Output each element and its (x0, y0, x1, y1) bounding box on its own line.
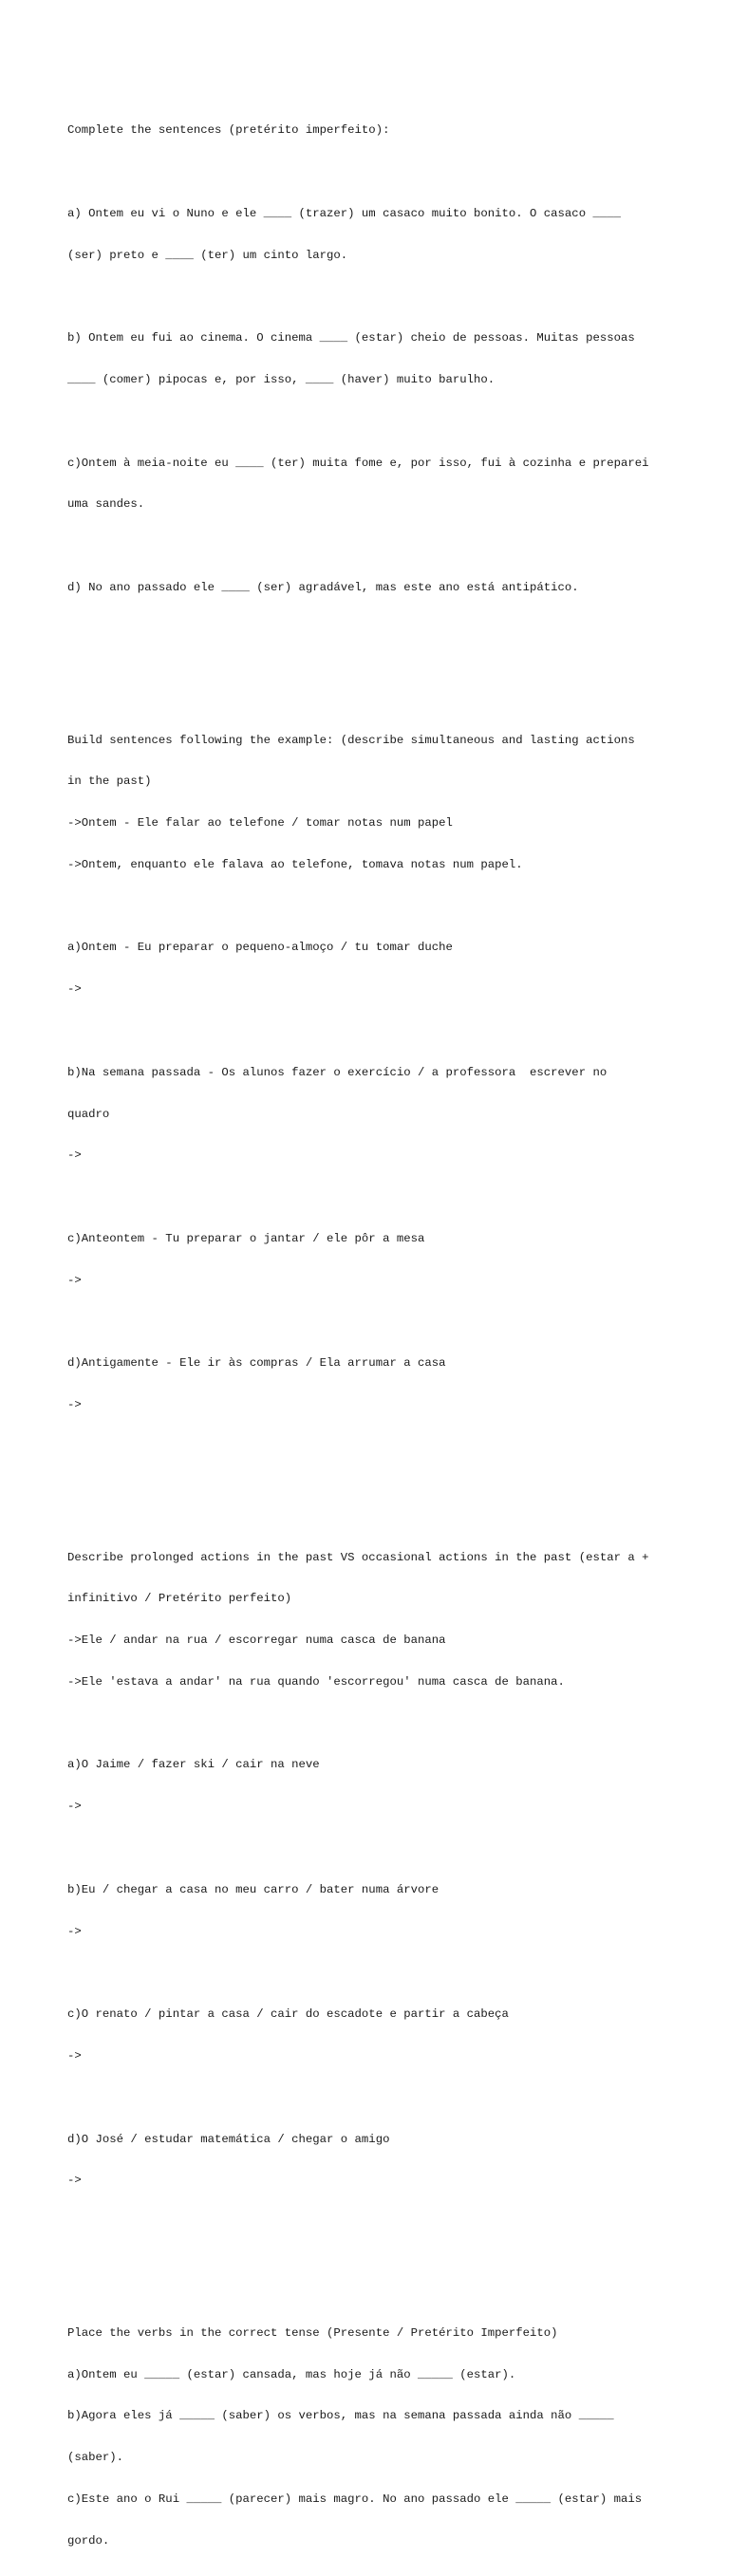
answer-line: -> (67, 1148, 82, 1163)
exercise-line: a)Ontem eu _____ (estar) cansada, mas hoje já não _____ (estar). (67, 2367, 516, 2381)
example-line: ->Ontem, enquanto ele falava ao telefone, tomava notas num papel. (67, 857, 523, 871)
example-line: ->Ele 'estava a andar' na rua quando 'escorregou' numa casca de banana. (67, 1674, 565, 1689)
exercise-line: (ser) preto e ____ (ter) um cinto largo. (67, 248, 348, 262)
answer-line: -> (67, 1800, 82, 1814)
exercise-line: c)Ontem à meia-noite eu ____ (ter) muita fome e, por isso, fui à cozinha e preparei (67, 456, 649, 470)
exercise-line: gordo. (67, 2533, 110, 2548)
exercise-line: a) Ontem eu vi o Nuno e ele ____ (trazer) um casaco muito bonito. O casaco ____ (67, 206, 621, 220)
exercise-line: b) Ontem eu fui ao cinema. O cinema ____ (estar) cheio de pessoas. Muitas pessoas (67, 331, 635, 345)
section2-heading: Build sentences following the example: (describe simultaneous and lasting actions (67, 733, 635, 747)
section4-heading: Place the verbs in the correct tense (Presente / Pretérito Imperfeito) (67, 2325, 558, 2340)
exercise-line: quadro (67, 1107, 110, 1121)
answer-line: -> (67, 2048, 82, 2063)
exercise-line: d)Antigamente - Ele ir às compras / Ela arrumar a casa (67, 1356, 446, 1371)
exercise-line: c)Este ano o Rui _____ (parecer) mais magro. No ano passado ele _____ (estar) mais (67, 2492, 643, 2506)
exercise-line: a)Ontem - Eu preparar o pequeno-almoço / tu tomar duche (67, 941, 453, 955)
section3-heading: infinitivo / Pretérito perfeito) (67, 1592, 292, 1606)
answer-line: -> (67, 1273, 82, 1287)
exercise-line: a)O Jaime / fazer ski / cair na neve (67, 1758, 320, 1772)
answer-line: -> (67, 2174, 82, 2188)
answer-line: -> (67, 1924, 82, 1938)
section3-heading: Describe prolonged actions in the past VS occasional actions in the past (estar a + (67, 1550, 649, 1564)
exercise-line: b)Agora eles já _____ (saber) os verbos, mas na semana passada ainda não _____ (67, 2409, 614, 2423)
exercise-line: d) No ano passado ele ____ (ser) agradável, mas este ano está antipático. (67, 580, 579, 594)
answer-line: -> (67, 982, 82, 997)
section2-heading: in the past) (67, 775, 152, 789)
exercise-line: ____ (comer) pipocas e, por isso, ____ (haver) muito barulho. (67, 373, 495, 387)
exercise-line: uma sandes. (67, 497, 145, 512)
exercise-line: c)Anteontem - Tu preparar o jantar / ele pôr a mesa (67, 1231, 425, 1245)
exercise-line: c)O renato / pintar a casa / cair do escadote e partir a cabeça (67, 2007, 509, 2022)
example-line: ->Ele / andar na rua / escorregar numa casca de banana (67, 1633, 446, 1648)
exercise-line: (saber). (67, 2451, 124, 2465)
example-line: ->Ontem - Ele falar ao telefone / tomar notas num papel (67, 816, 453, 831)
answer-line: -> (67, 1398, 82, 1412)
section1-heading: Complete the sentences (pretérito imperfeito): (67, 123, 390, 138)
exercise-line: b)Eu / chegar a casa no meu carro / bater numa árvore (67, 1882, 439, 1896)
exercise-line: b)Na semana passada - Os alunos fazer o exercício / a professora escrever no (67, 1065, 608, 1079)
worksheet (67, 68, 675, 2576)
exercise-line: d)O José / estudar matemática / chegar o amigo (67, 2132, 390, 2146)
